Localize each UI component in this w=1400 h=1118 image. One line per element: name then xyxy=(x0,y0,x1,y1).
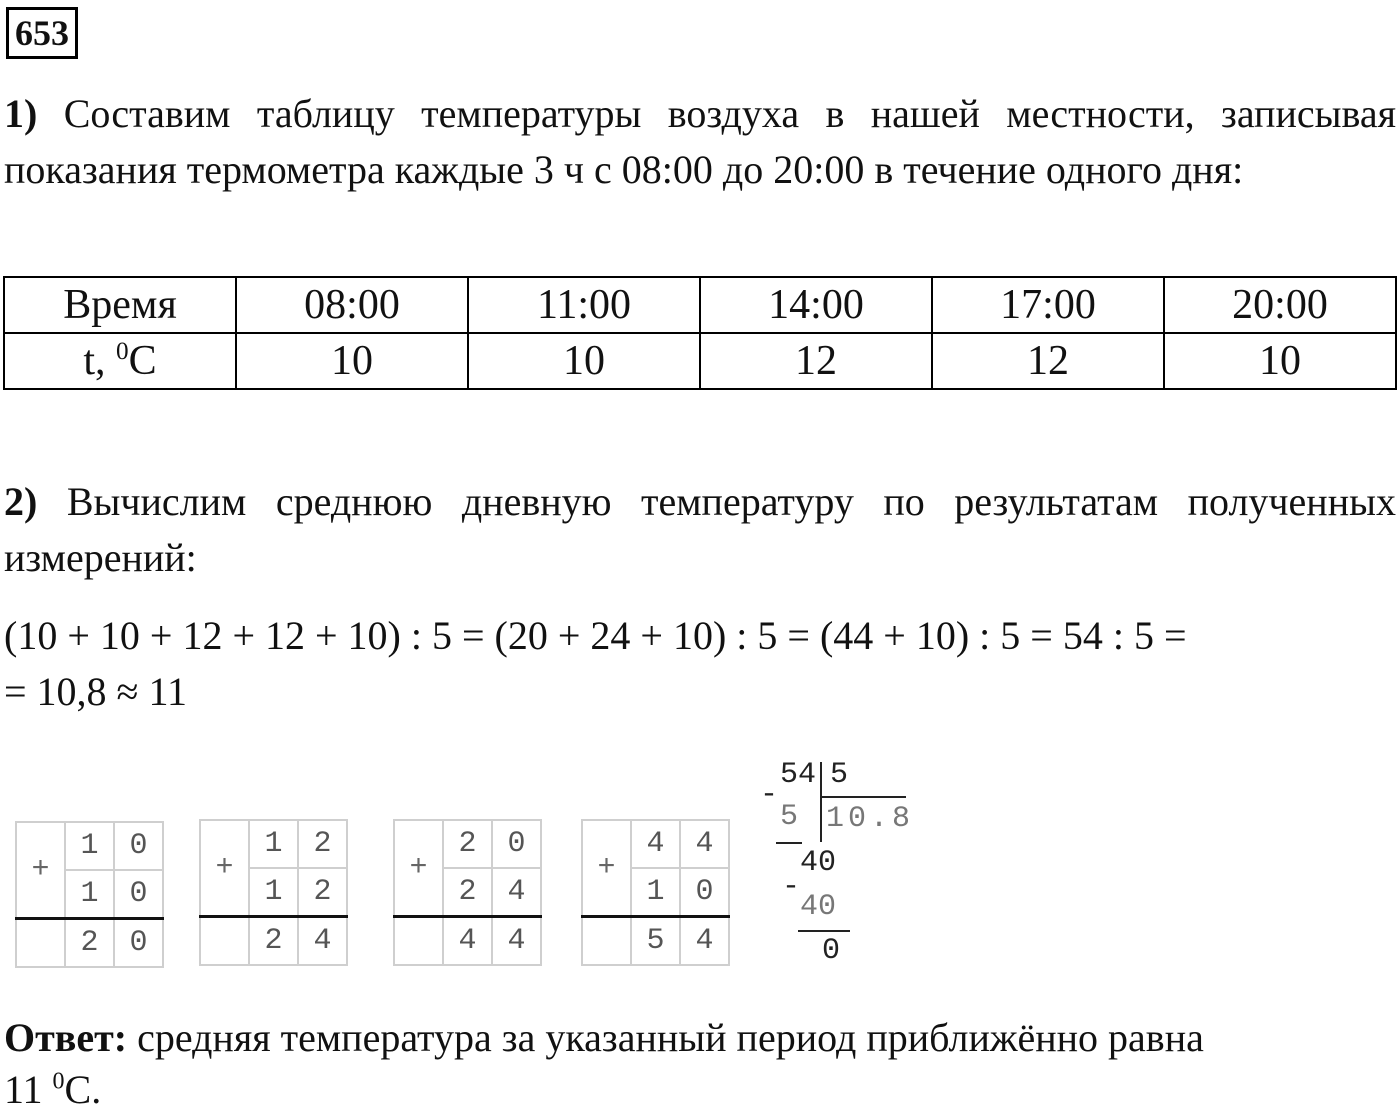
temperature-cell: 12 xyxy=(700,333,932,389)
remainder-2: 0 xyxy=(822,934,841,968)
time-cell: 11:00 xyxy=(468,277,700,333)
digit: 2 xyxy=(443,868,492,917)
addition-grid-1 xyxy=(15,821,164,968)
answer-value xyxy=(4,1062,101,1118)
digit: 0 xyxy=(114,870,163,919)
part1-text: Составим таблицу температуры воздуха в нашей местности, записывая показания термометра каждые 3 ч с 08:00 до 20:00 в течение одного дня: xyxy=(4,91,1396,192)
time-cell: 14:00 xyxy=(700,277,932,333)
quotient: 10.8 xyxy=(826,802,915,836)
minus-sign: - xyxy=(782,870,801,904)
temp-label-prefix: t, xyxy=(83,338,117,384)
digit: 4 xyxy=(443,917,492,966)
empty-cell xyxy=(582,917,631,966)
division-vertical-line xyxy=(820,762,822,842)
addition-grid-3 xyxy=(393,819,542,966)
plus-sign: + xyxy=(200,820,249,917)
empty-cell xyxy=(200,917,249,966)
time-cell: 08:00 xyxy=(236,277,468,333)
digit: 5 xyxy=(631,917,680,966)
degree-sup: 0 xyxy=(52,1068,65,1095)
answer-text: средняя температура за указанный период приближённо равна xyxy=(137,1015,1204,1060)
digit: 4 xyxy=(492,868,541,917)
addition-grid-2 xyxy=(199,819,348,966)
digit: 0 xyxy=(492,820,541,868)
degree-sup: 0 xyxy=(116,338,129,365)
digit: 2 xyxy=(249,917,298,966)
temperature-cell: 10 xyxy=(468,333,700,389)
part1-paragraph xyxy=(4,86,1396,198)
digit: 1 xyxy=(631,868,680,917)
problem-number: 653 xyxy=(6,7,78,59)
plus-sign: + xyxy=(16,822,65,919)
part1-label: 1) xyxy=(4,91,38,136)
temperature-cell: 10 xyxy=(1164,333,1396,389)
formula-line-1: (10 + 10 + 12 + 12 + 10) : 5 = (20 + 24 + 10) : 5 = (44 + 10) : 5 = 54 : 5 = xyxy=(4,613,1187,658)
division-underline-2 xyxy=(798,930,850,932)
remainder-1: 40 xyxy=(800,846,837,880)
temperature-cell: 10 xyxy=(236,333,468,389)
digit: 1 xyxy=(65,822,114,870)
temp-label-unit: C xyxy=(128,338,157,384)
formula-line-2: = 10,8 ≈ 11 xyxy=(4,669,188,714)
part2-paragraph xyxy=(4,474,1396,586)
plus-sign: + xyxy=(582,820,631,917)
minus-sign: - xyxy=(760,778,779,812)
digit: 0 xyxy=(680,868,729,917)
time-cell: 20:00 xyxy=(1164,277,1396,333)
digit: 0 xyxy=(114,822,163,870)
time-row xyxy=(4,277,1396,333)
answer-unit: C. xyxy=(64,1067,102,1112)
digit: 0 xyxy=(114,919,163,968)
temperature-table xyxy=(3,276,1397,390)
temperature-header xyxy=(4,333,236,389)
digit: 2 xyxy=(443,820,492,868)
digit: 2 xyxy=(298,868,347,917)
answer-paragraph xyxy=(4,1010,1396,1066)
digit: 4 xyxy=(631,820,680,868)
addition-grid-4 xyxy=(581,819,730,966)
part2-label: 2) xyxy=(4,479,38,524)
part2-text: Вычислим среднюю дневную температуру по результатам полученных измерений: xyxy=(4,479,1396,580)
plus-sign: + xyxy=(394,820,443,917)
answer-label: Ответ: xyxy=(4,1015,128,1060)
answer-number: 11 xyxy=(4,1067,53,1112)
division-underline-1 xyxy=(776,842,802,844)
division-quotient-line xyxy=(820,796,906,798)
digit: 4 xyxy=(492,917,541,966)
temperature-row xyxy=(4,333,1396,389)
time-header: Время xyxy=(4,277,236,333)
long-division xyxy=(760,758,920,978)
digit: 2 xyxy=(298,820,347,868)
divisor: 5 xyxy=(830,758,849,792)
dividend: 54 xyxy=(780,758,817,792)
digit: 2 xyxy=(65,919,114,968)
digit: 4 xyxy=(680,820,729,868)
temperature-cell: 12 xyxy=(932,333,1164,389)
time-cell: 17:00 xyxy=(932,277,1164,333)
subtrahend-1: 5 xyxy=(780,800,799,834)
digit: 1 xyxy=(249,820,298,868)
empty-cell xyxy=(394,917,443,966)
digit: 1 xyxy=(249,868,298,917)
digit: 1 xyxy=(65,870,114,919)
subtrahend-2: 40 xyxy=(800,890,837,924)
digit: 4 xyxy=(680,917,729,966)
empty-cell xyxy=(16,919,65,968)
digit: 4 xyxy=(298,917,347,966)
